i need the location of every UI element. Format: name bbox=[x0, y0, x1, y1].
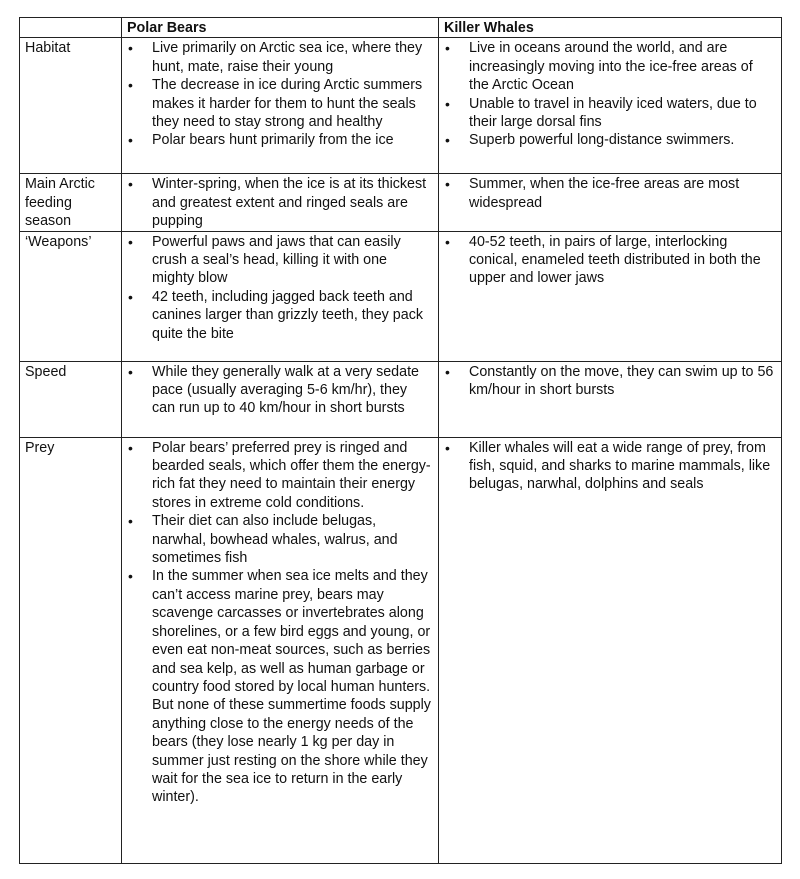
list-item: • Polar bears hunt primarily from the ice bbox=[127, 131, 433, 149]
polar-habitat-list bbox=[127, 39, 433, 149]
comparison-table bbox=[19, 17, 782, 864]
list-item: • Powerful paws and jaws that can easily crush a seal’s head, killing it with one mighty blow bbox=[127, 233, 433, 288]
list-item: • Superb powerful long-distance swimmers. bbox=[444, 131, 776, 149]
list-item: • Live primarily on Arctic sea ice, where they hunt, mate, raise their young bbox=[127, 39, 433, 76]
table-row-habitat bbox=[20, 38, 782, 174]
polar-weapons-list bbox=[127, 233, 433, 343]
header-blank-cell bbox=[20, 18, 122, 38]
whale-season-cell bbox=[439, 174, 782, 231]
whale-habitat-cell bbox=[439, 38, 782, 174]
list-item: • While they generally walk at a very sedate pace (usually averaging 5-6 km/hr), they can run up to 40 km/hour in short bursts bbox=[127, 363, 433, 418]
list-item: • Unable to travel in heavily iced waters, due to their large dorsal fins bbox=[444, 95, 776, 132]
list-item: • Live in oceans around the world, and are increasingly moving into the ice-free areas of the Arctic Ocean bbox=[444, 39, 776, 94]
whale-weapons-list bbox=[444, 233, 776, 288]
polar-speed-cell bbox=[122, 361, 439, 437]
row-label-speed: Speed bbox=[20, 361, 122, 437]
polar-prey-cell bbox=[122, 437, 439, 863]
table-row-speed bbox=[20, 361, 782, 437]
row-label-habitat: Habitat bbox=[20, 38, 122, 174]
list-item: • In the summer when sea ice melts and they can’t access marine prey, bears may scavenge carcasses or invertebrates along shorelines, or a few bird eggs and young, or even eat non-meat sources, such as berries and sea kelp, as well as human garbage or country food stored by local human hunters. But none of these summertime foods supply anything close to the energy needs of the bears (they lose nearly 1 kg per day in summer just resting on the shore while they wait for the sea ice to return in the early winter). bbox=[127, 567, 433, 806]
list-item: • 42 teeth, including jagged back teeth and canines larger than grizzly teeth, they pack quite the bite bbox=[127, 288, 433, 343]
header-polar-bears: Polar Bears bbox=[122, 18, 439, 38]
whale-prey-list bbox=[444, 439, 776, 494]
list-item: • Winter-spring, when the ice is at its thickest and greatest extent and ringed seals are pupping bbox=[127, 175, 433, 230]
whale-habitat-list bbox=[444, 39, 776, 149]
whale-season-list bbox=[444, 175, 776, 212]
list-item: • Their diet can also include belugas, narwhal, bowhead whales, walrus, and sometimes fish bbox=[127, 512, 433, 567]
table-row-prey bbox=[20, 437, 782, 863]
polar-season-list bbox=[127, 175, 433, 230]
list-item: • The decrease in ice during Arctic summers makes it harder for them to hunt the seals they need to stay strong and healthy bbox=[127, 76, 433, 131]
whale-speed-list bbox=[444, 363, 776, 400]
list-item: • Constantly on the move, they can swim up to 56 km/hour in short bursts bbox=[444, 363, 776, 400]
list-item: • Summer, when the ice-free areas are most widespread bbox=[444, 175, 776, 212]
row-label-weapons: ‘Weapons’ bbox=[20, 231, 122, 361]
polar-season-cell bbox=[122, 174, 439, 231]
list-item: • 40-52 teeth, in pairs of large, interlocking conical, enameled teeth distributed in both the upper and lower jaws bbox=[444, 233, 776, 288]
list-item: • Polar bears’ preferred prey is ringed and bearded seals, which offer them the energy-rich fat they need to maintain their energy stores in extreme cold conditions. bbox=[127, 439, 433, 513]
table-row-weapons bbox=[20, 231, 782, 361]
header-killer-whales: Killer Whales bbox=[439, 18, 782, 38]
table-row-feeding-season bbox=[20, 174, 782, 231]
list-item: • Killer whales will eat a wide range of prey, from fish, squid, and sharks to marine mammals, like belugas, narwhal, dolphins and seals bbox=[444, 439, 776, 494]
polar-weapons-cell bbox=[122, 231, 439, 361]
polar-habitat-cell bbox=[122, 38, 439, 174]
header-row bbox=[20, 18, 782, 38]
polar-speed-list bbox=[127, 363, 433, 418]
whale-speed-cell bbox=[439, 361, 782, 437]
whale-weapons-cell bbox=[439, 231, 782, 361]
row-label-feeding-season: Main Arctic feeding season bbox=[20, 174, 122, 231]
polar-prey-list bbox=[127, 439, 433, 807]
row-label-prey: Prey bbox=[20, 437, 122, 863]
whale-prey-cell bbox=[439, 437, 782, 863]
